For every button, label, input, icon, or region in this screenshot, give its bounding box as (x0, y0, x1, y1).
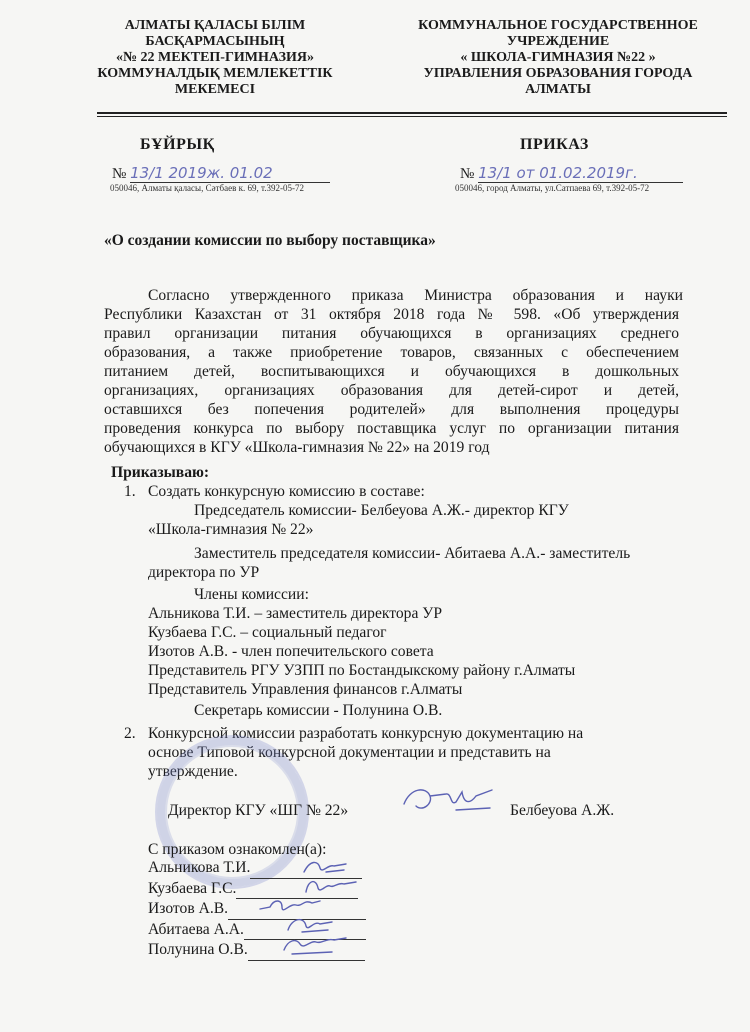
director-position: Директор КГУ «ШГ № 22» (168, 802, 349, 819)
acquaintance-heading: С приказом ознакомлен(а): (148, 841, 327, 858)
preamble-paragraph (104, 286, 683, 457)
order-number-ru (460, 164, 683, 183)
kz-org-line-5: МЕКЕМЕСІ (174, 82, 256, 97)
preamble-line: Республики Казахстан от 31 октября 2018 года № 598. «Об утверждения (104, 306, 679, 323)
header-divider-thin (97, 116, 727, 117)
order-number-kz (112, 164, 330, 183)
preamble-line: оставшихся без попечения родителей» для выполнения процедуры (104, 401, 679, 418)
item-1-text: Создать конкурсную комиссию в составе: (148, 483, 425, 500)
item-1-number: 1. (124, 483, 136, 500)
ru-org-line-5: АЛМАТЫ (525, 82, 591, 97)
preamble-line: Согласно утвержденного приказа Министра образования и науки (148, 287, 683, 304)
order-number-ru-handwritten: 13/1 от 01.02.2019г. (478, 164, 683, 183)
ru-org-line-3: « ШКОЛА-ГИМНАЗИЯ №22 » (460, 50, 656, 65)
order-word: Приказываю: (111, 464, 210, 481)
member-item: Кузбаева Г.С. – социальный педагог (148, 624, 387, 641)
header-divider-thick (97, 112, 727, 114)
member-item: Альникова Т.И. – заместитель директора УР (148, 605, 442, 622)
address-ru: 050046, город Алматы, ул.Сатпаева 69, т.392-05-72 (455, 183, 650, 193)
number-sign: № (112, 166, 127, 182)
director-signature (400, 782, 500, 822)
header-ru-org (398, 18, 718, 98)
member-item: Представитель РГУ УЗПП по Бостандыкскому району г.Алматы (148, 662, 576, 679)
acquaintance-name: Изотов А.В. (148, 900, 229, 917)
kz-org-line-1: АЛМАТЫ ҚАЛАСЫ БІЛІМ (124, 18, 306, 33)
member-item: Представитель Управления финансов г.Алматы (148, 681, 463, 698)
acquaintance-name: Альникова Т.И. (148, 859, 251, 876)
kz-org-line-4: КОММУНАЛДЫҚ МЕМЛЕКЕТТІК (97, 66, 333, 81)
ru-org-line-4: УПРАВЛЕНИЯ ОБРАЗОВАНИЯ ГОРОДА (423, 66, 693, 81)
item-2-line: Конкурсной комиссии разработать конкурсную документацию на (148, 725, 584, 742)
ru-org-line-2: УЧРЕЖДЕНИЕ (506, 34, 610, 49)
signature-polunina (280, 934, 352, 958)
signature-alnikova (300, 858, 360, 878)
preamble-line: образования, а также приобретение товаров, связанных с обеспечением (104, 344, 679, 361)
preamble-line: организациях, организациях образования для детей-сирот и детей, (104, 382, 679, 399)
number-sign: № (460, 166, 475, 182)
members-list (148, 604, 575, 699)
item-2-line: основе Типовой конкурсной документации и представить на (148, 744, 551, 761)
document-title: «О создании комиссии по выбору поставщика» (104, 232, 436, 249)
chair-line-2: «Школа-гимназия № 22» (148, 521, 314, 538)
kz-org-line-3: «№ 22 МЕКТЕП-ГИМНАЗИЯ» (115, 50, 315, 65)
members-heading: Члены комиссии: (194, 586, 309, 603)
kz-org-line-2: БАСҚАРМАСЫНЫҢ (145, 34, 285, 49)
order-label-kz: БҰЙРЫҚ (140, 136, 215, 153)
acquaintance-name: Абитаева А.А. (148, 920, 244, 938)
order-label-ru: ПРИКАЗ (520, 136, 589, 153)
deputy-line-1: Заместитель председателя комиссии- Абитаева А.А.- заместитель (194, 545, 631, 562)
secretary-line: Секретарь комиссии - Полунина О.В. (194, 702, 443, 719)
item-2-number: 2. (124, 725, 136, 742)
acquaintance-name: Полунина О.В. (148, 941, 248, 958)
preamble-line: проведения конкурса по выбору поставщика услуг по организации питания (104, 420, 679, 437)
member-item: Изотов А.В. - член попечительского совета (148, 643, 434, 660)
ru-org-line-1: КОММУНАЛЬНОЕ ГОСУДАРСТВЕННОЕ (418, 18, 698, 33)
item-2-line: утверждение. (148, 763, 238, 780)
header-kz-org (95, 18, 335, 98)
preamble-line: обучающихся в КГУ «Школа-гимназия № 22» на 2019 год (104, 439, 490, 456)
preamble-line: правил организации питания обучающихся в организациях среднего (104, 325, 679, 342)
chair-line-1: Председатель комиссии- Белбеуова А.Ж.- директор КГУ (194, 502, 569, 519)
deputy-line-2: директора по УР (148, 564, 260, 581)
order-number-kz-handwritten: 13/1 2019ж. 01.02 (130, 164, 330, 183)
preamble-line: питанием детей, воспитывающихся и обучающихся в дошкольных (104, 363, 679, 380)
address-kz: 050046, Алматы қаласы, Сәтбаев к. 69, т.392-05-72 (110, 183, 304, 193)
director-name: Белбеуова А.Ж. (510, 802, 615, 819)
acquaintance-name: Кузбаева Г.С. (148, 879, 237, 897)
signature-abitaeva (282, 914, 342, 936)
